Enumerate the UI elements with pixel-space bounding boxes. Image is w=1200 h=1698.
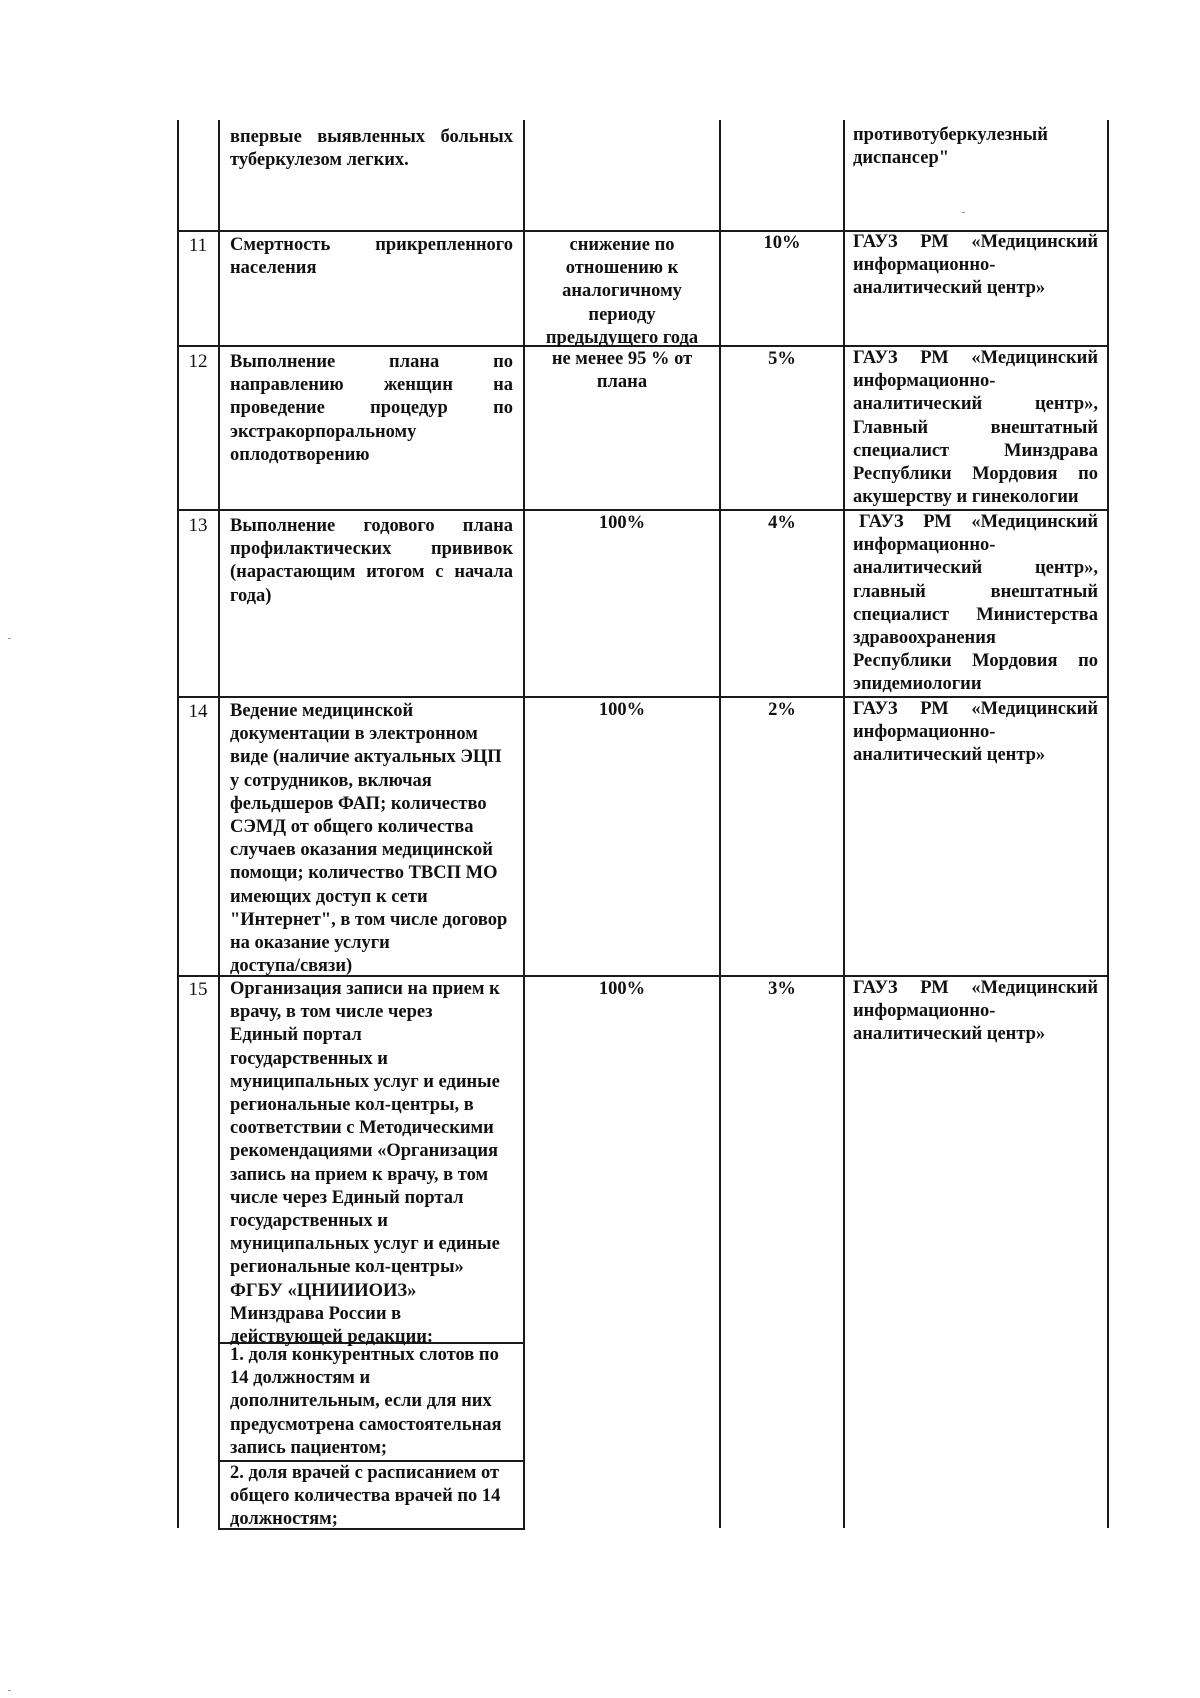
scan-speck [8, 1690, 11, 1691]
table-border-left [177, 120, 179, 1528]
column-divider-indicator [523, 120, 525, 1528]
row-11-indicator: Смертность прикрепленного населения [230, 235, 513, 279]
row-14-responsible: ГАУЗ РМ «Медицинский информационно- аналитический центр» [853, 699, 1098, 766]
row-11-target-value: снижение по отношению к аналогичному периоду предыдущего года [545, 235, 699, 348]
row-14-target-value: 100% [598, 700, 646, 720]
column-divider-weight [843, 120, 845, 1528]
column-divider-number [218, 120, 220, 1528]
table-border-right [1107, 120, 1109, 1528]
scan-speck [962, 212, 965, 213]
row-14-number: 14 [188, 701, 208, 722]
scan-speck [8, 638, 11, 639]
row-11-number: 11 [188, 235, 208, 256]
row-12-responsible: ГАУЗ РМ «Медицинский информационно- аналитический центр», Главный внештатный специалист Минздрава Республики Мордовия по акушерству и гинекологии [853, 348, 1098, 508]
row-15-number: 15 [188, 979, 208, 1000]
row-15-sub-item-2: 2. доля врачей с расписанием от общего количества врачей по 14 должностям; [230, 1463, 501, 1530]
row-15-target-value: 100% [598, 979, 646, 999]
row-15-indicator: Организация записи на прием к врачу, в том числе через Единый портал государственных и муниципальных услуг и единые региональные кол-центры, в соответствии с Методическими рекомендациями «Организация запись на прием к врачу, в том числе через Единый портал государственных и муниципальных услуг и единые региональные кол-центры» ФГБУ «ЦНИИИОИЗ» Минздрава России в действующей редакции: [230, 979, 500, 1348]
row-13-weight: 4% [768, 513, 796, 533]
column-divider-value [719, 120, 721, 1528]
row-15-weight: 3% [768, 979, 796, 999]
row-11-responsible: ГАУЗ РМ «Медицинский информационно- аналитический центр» [853, 232, 1098, 299]
row-14-indicator: Ведение медицинской документации в электронном виде (наличие актуальных ЭЦП у сотрудников, включая фельдшеров ФАП; количество СЭМД от общего количества случаев оказания медицинской помощи; количество ТВСП МО имеющих доступ к сети "Интернет", в том числе договор на оказание услуги доступа/связи) [230, 701, 508, 977]
row-11-weight: 10% [763, 233, 801, 253]
row-12-weight: 5% [768, 349, 796, 369]
row-14-weight: 2% [768, 700, 796, 720]
row-12-number: 12 [188, 351, 208, 372]
row-12-target-value: не менее 95 % от плана [551, 349, 693, 393]
row-13-indicator: Выполнение годового плана профилактических прививок (нарастающим итогом с начала года) [230, 516, 513, 606]
row-0-indicator: впервые выявленных больных туберкулезом легких. [230, 127, 513, 171]
row-13-number: 13 [188, 515, 208, 536]
row-13-responsible: ГАУЗ РМ «Медицинский информационно- аналитический центр», главный внештатный специалист Министерства здравоохранения Республики Мордовия по эпидемиологии [853, 512, 1098, 695]
row-13-target-value: 100% [598, 513, 646, 533]
row-15-responsible: ГАУЗ РМ «Медицинский информационно- аналитический центр» [853, 978, 1098, 1045]
row-0-responsible: противотуберкулезный диспансер" [853, 125, 1048, 169]
row-15-sub-item-1: 1. доля конкурентных слотов по 14 должностям и дополнительным, если для них предусмотрена самостоятельная запись пациентом; [230, 1345, 502, 1458]
row-12-indicator: Выполнение плана по направлению женщин на проведение процедур по экстракорпоральному оплодотворению [230, 352, 513, 465]
